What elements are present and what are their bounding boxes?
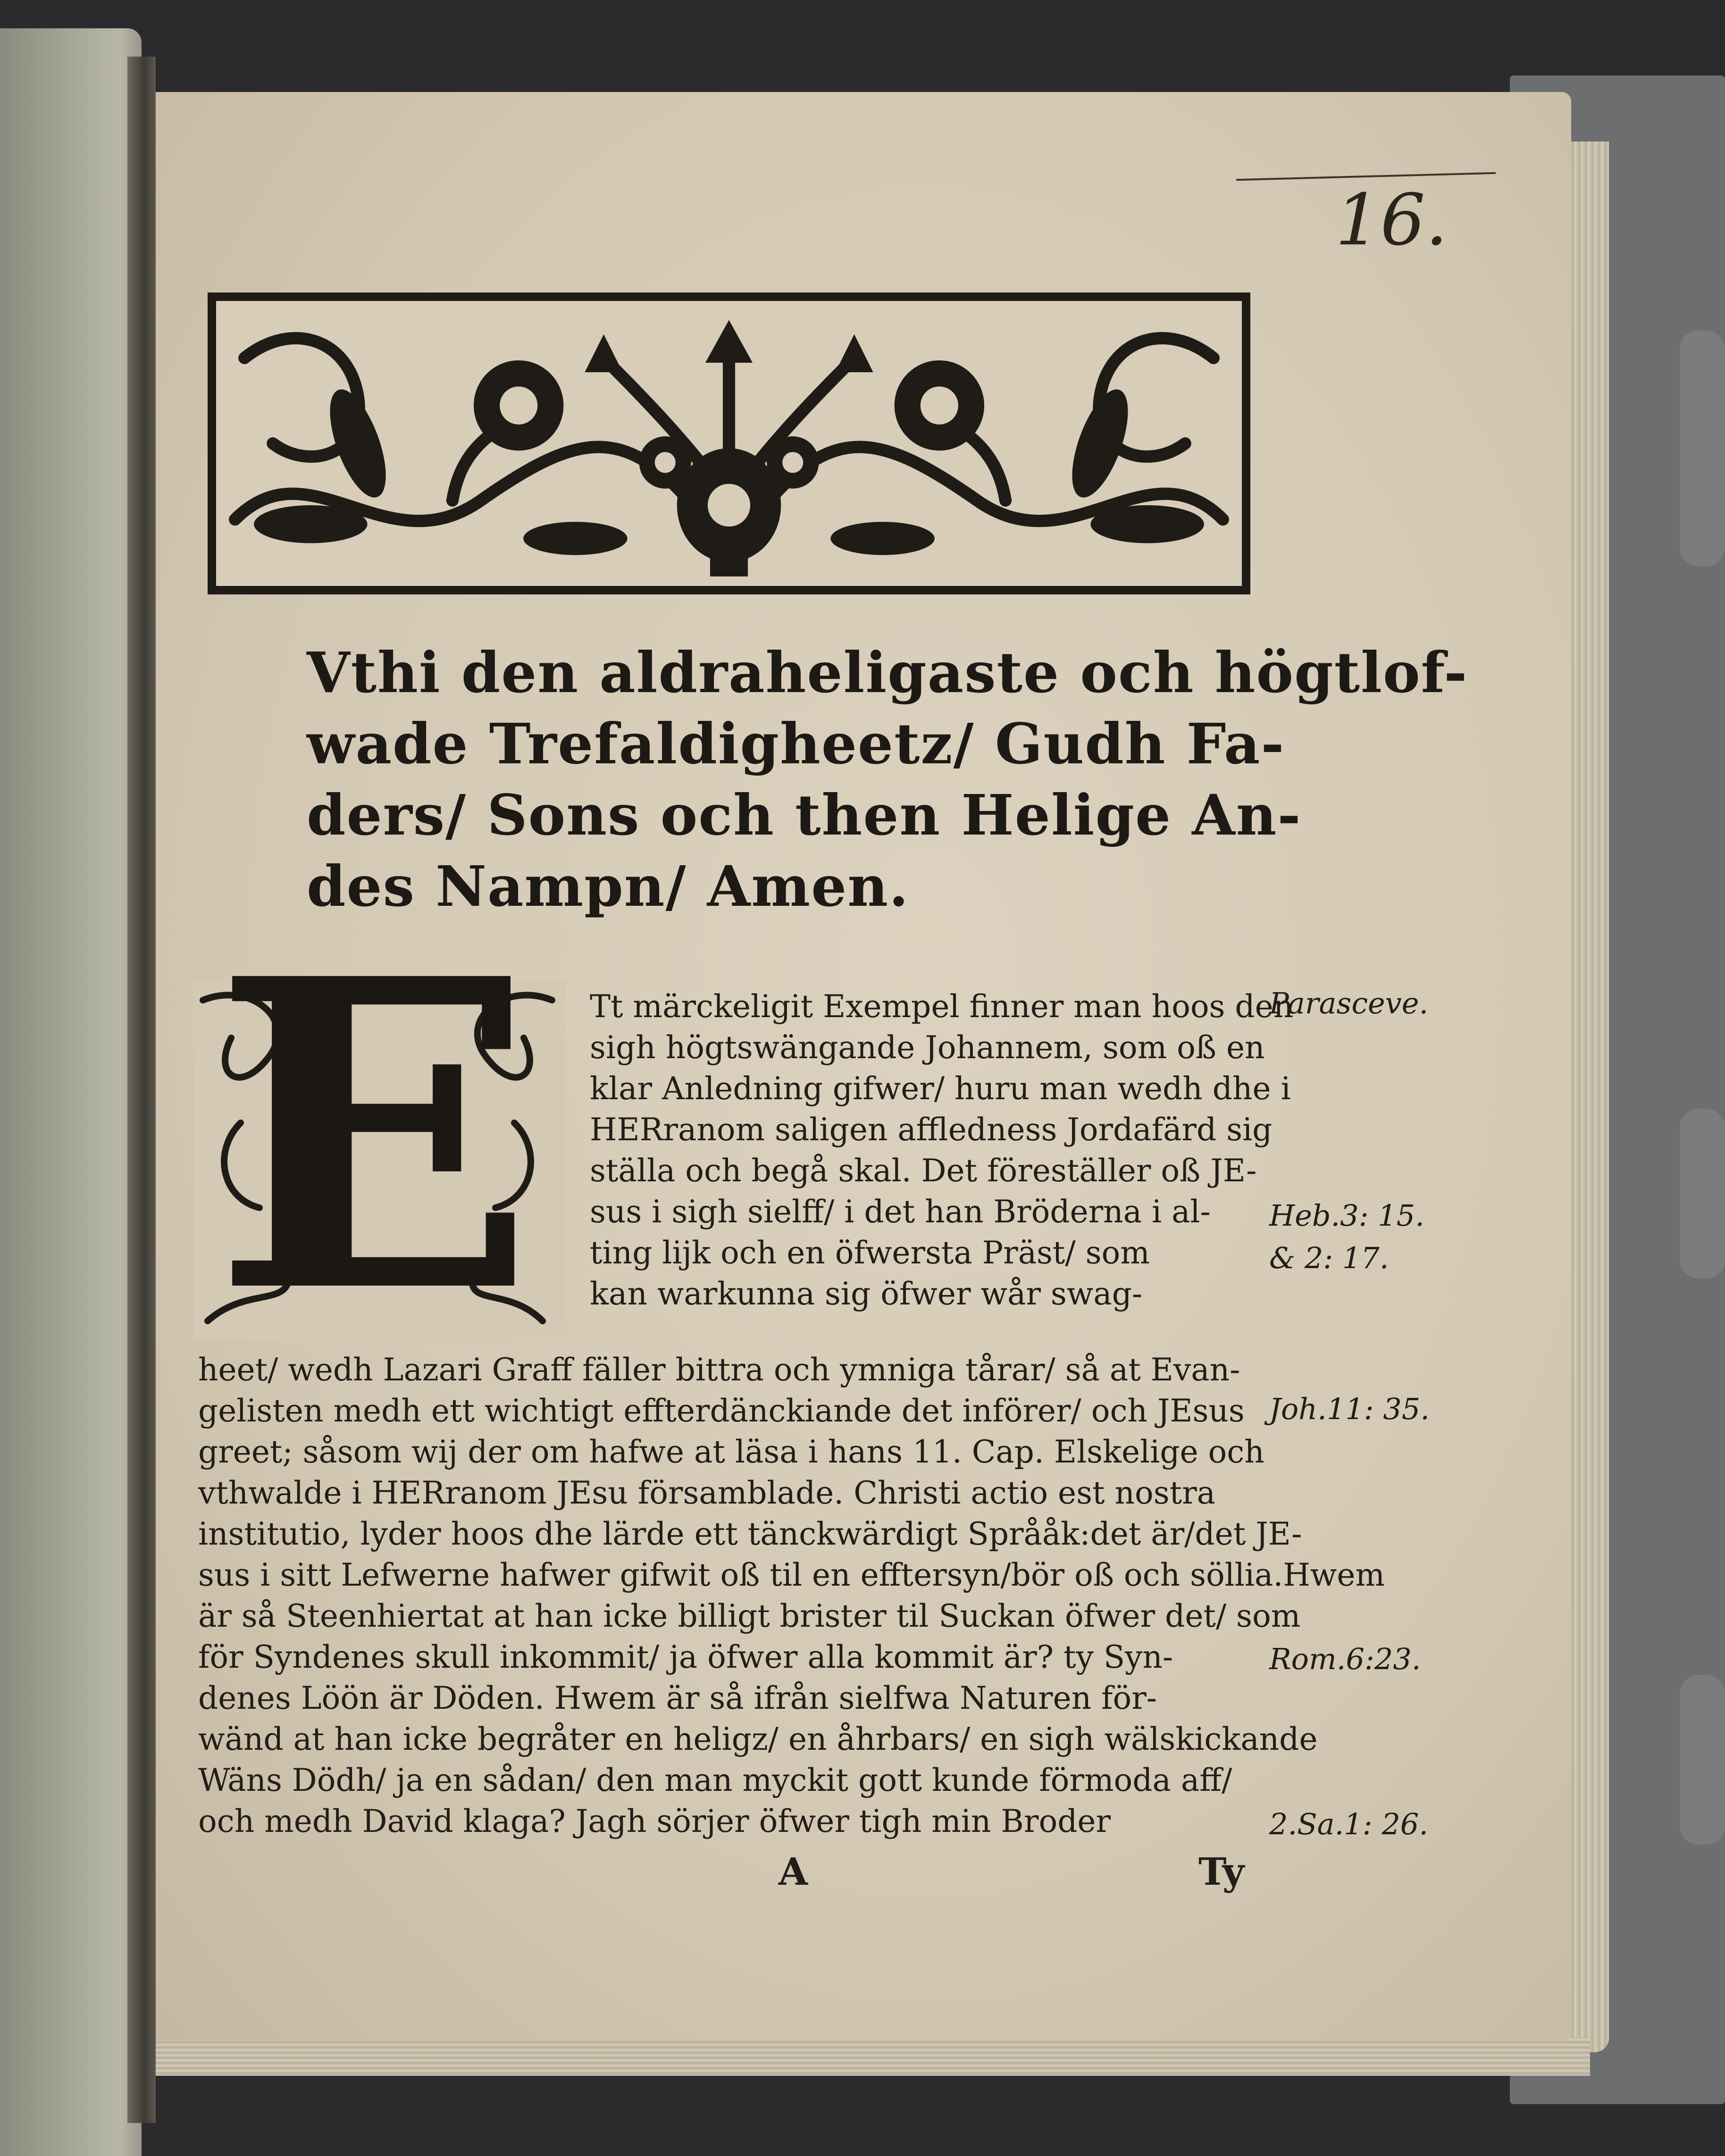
text-line: HERranom saligen affledness Jordafärd sig xyxy=(590,1111,1273,1148)
signature-mark: A xyxy=(779,1849,808,1894)
text-line: gelisten medh ett wichtigt effterdänckiande det införer/ och JEsus xyxy=(198,1393,1245,1429)
left-page xyxy=(0,28,142,2156)
heading-line: wade Trefaldigheetz/ Gudh Fa- xyxy=(307,711,1285,777)
bottom-page-edges xyxy=(151,2038,1590,2076)
text-line: wänd at han icke begråter en heligz/ en åhrbars/ en sigh wälskickande xyxy=(198,1721,1318,1757)
page-tab xyxy=(1680,330,1725,566)
folio-number: 16. xyxy=(1335,179,1448,261)
page-tab xyxy=(1680,1109,1725,1279)
heading-line: ders/ Sons och then Helige An- xyxy=(307,782,1302,848)
text-line: sigh högtswängande Johannem, som oß en xyxy=(590,1029,1265,1066)
page-tab xyxy=(1680,1675,1725,1845)
text-line: denes Löön är Döden. Hwem är så ifrån sielfwa Naturen för- xyxy=(198,1680,1157,1716)
decorated-initial xyxy=(193,887,566,1386)
margin-note-parasceve: Parasceve. xyxy=(1269,986,1429,1020)
floral-ornament-icon xyxy=(216,301,1242,586)
initial-letter: E xyxy=(212,887,536,1386)
text-line: för Syndenes skull inkommit/ ja öfwer alla kommit är? ty Syn- xyxy=(198,1639,1173,1675)
body-text-indented xyxy=(590,986,1294,1314)
heading-line: Vthi den aldraheligaste och högtlof- xyxy=(307,640,1468,705)
text-line: och medh David klaga? Jagh sörjer öfwer tigh min Broder xyxy=(198,1803,1111,1839)
text-line: är så Steenhiertat at han icke billigt brister til Suckan öfwer det/ som xyxy=(198,1598,1301,1634)
text-line: heet/ wedh Lazari Graff fäller bittra och ymniga tårar/ så at Evan- xyxy=(198,1352,1240,1388)
text-line: Tt märckeligit Exempel finner man hoos den xyxy=(590,988,1294,1025)
text-line: vthwalde i HERranom JEsu församblade. Christi actio est nostra xyxy=(198,1475,1216,1511)
woodcut-headpiece xyxy=(208,292,1250,594)
text-line: ting lijk och en öfwersta Präst/ som xyxy=(590,1235,1150,1271)
page-heading xyxy=(307,637,1468,922)
book-gutter xyxy=(127,57,156,2123)
catchword: Ty xyxy=(1198,1849,1245,1894)
margin-note-rom: Rom.6:23. xyxy=(1269,1642,1421,1676)
text-line: klar Anledning gifwer/ huru man wedh dhe i xyxy=(590,1070,1291,1107)
text-line: sus i sigh sielff/ i det han Bröderna i al- xyxy=(590,1194,1211,1230)
margin-note-sam: 2.Sa.1: 26. xyxy=(1269,1807,1428,1841)
text-line: sus i sitt Lefwerne hafwer gifwit oß til en efftersyn/bör oß och söllia.Hwem xyxy=(198,1557,1385,1593)
heading-line: des Nampn/ Amen. xyxy=(307,853,910,919)
margin-note-joh: Joh.11: 35. xyxy=(1269,1392,1430,1426)
margin-note-heb: Heb.3: 15. xyxy=(1269,1198,1424,1233)
text-line: kan warkunna sig öfwer wår swag- xyxy=(590,1276,1143,1312)
margin-note-heb-2: & 2: 17. xyxy=(1269,1241,1389,1275)
text-line: institutio, lyder hoos dhe lärde ett tänckwärdigt Språåk:det är/det JE- xyxy=(198,1516,1302,1552)
text-line: greet; såsom wij der om hafwe at läsa i hans 11. Cap. Elskelige och xyxy=(198,1434,1264,1470)
text-line: ställa och begå skal. Det föreställer oß JE- xyxy=(590,1153,1257,1189)
text-line: Wäns Dödh/ ja en sådan/ den man myckit gott kunde förmoda aff/ xyxy=(198,1762,1232,1798)
